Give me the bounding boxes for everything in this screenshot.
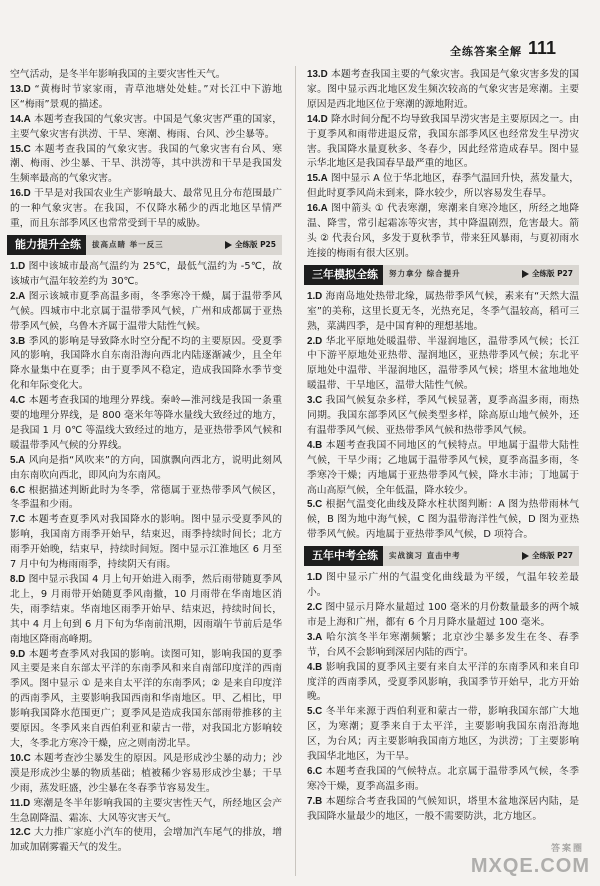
section-reference: 全练版 P25 xyxy=(225,238,282,253)
answer-text: 冬半年来源于西伯利亚和蒙古一带，影响我国东部广大地区，为寒潮；夏季来自于太平洋，主要影响我国东南沿海地区，为台风；丙主要影响我国南方地区，为洪涝；丁主要影响我国华北地区，为干旱。 xyxy=(307,706,579,763)
answer-item xyxy=(307,290,579,335)
section-reference: 全练版 P27 xyxy=(522,267,579,282)
answer-item xyxy=(10,797,282,827)
answer-text: 本题综合考查我国的气候知识，塔里木盆地深居内陆，是我国降水量最少的地区，一般不需要防洪，北方地区。 xyxy=(307,795,579,822)
answer-item xyxy=(10,143,282,188)
answer-text: 根据气温变化曲线及降水柱状图判断：A 图为热带雨林气候，B 图为地中海气候，C 图为温带海洋性气候，D 图为亚热带季风气候。丙地属于亚热带季风气候，D 项符合。 xyxy=(307,499,579,541)
answer-item xyxy=(307,439,579,499)
answer-item xyxy=(10,68,282,83)
answer-text: 图中显示广州的气温变化曲线最为平缓，气温年较差最小。 xyxy=(307,572,579,599)
answer-text: 本题考查我国的气象灾害。中国是气象灾害严重的国家，主要气象灾害有洪涝、干旱、寒潮、梅雨、台风、沙尘暴等。 xyxy=(10,113,282,140)
answer-number: 13.D xyxy=(307,69,328,80)
answer-number: 3.C xyxy=(307,395,323,407)
answer-item xyxy=(307,172,579,202)
answer-text: 影响我国的夏季风主要有来自太平洋的东南季风和来自印度洋的西南季风，受夏季风影响，我国季节开始早，北方开始晚。 xyxy=(307,661,579,703)
site-watermark xyxy=(470,840,592,880)
answer-number: 1.D xyxy=(307,572,323,584)
answer-text: 本题考查我国的气候特点。北京属于温带季风气候，冬季寒冷干燥，夏季高温多雨。 xyxy=(307,765,579,792)
answer-text: 寒潮是冬半年影响我国的主要灾害性天气，所经地区会产生急剧降温、霜冻、大风等灾害天气。 xyxy=(10,797,283,824)
answer-text: 季风的影响是导致降水时空分配不均的主要原因。受夏季风的影响，我国降水自东南沿海向西北内陆逐渐减少，且全年降水量集中在夏季；由于夏季风不稳定，造成我国降水季节变化和年际变化大。 xyxy=(10,335,282,392)
answer-number: 4.B xyxy=(307,439,323,451)
answer-number: 6.C xyxy=(307,765,323,777)
answer-item xyxy=(307,113,579,173)
answer-item xyxy=(10,484,282,514)
answer-text: 海南岛地处热带北缘，属热带季风气候，素来有“天然大温室”的美称，这里长夏无冬，光热充足，冬季气温较高，稻可三熟，菜满四季，是中国育种的理想基地。 xyxy=(307,290,579,332)
arrow-icon xyxy=(225,241,232,249)
answer-number: 4.C xyxy=(10,395,26,407)
answer-text: 图中显示我国 4 月上旬开始进入雨季，然后雨带随夏季风北上，9 月雨带开始随夏季风南撤，10 月雨带在华南地区消失，雨季结束。华南地区雨季开始早、结束迟，持续时间长，其中 4 月上旬到 6 月下旬为华南前汛期，因雨端午节前后是华南地区降雨高峰期。 xyxy=(10,574,282,645)
answer-item xyxy=(307,498,579,543)
answer-item xyxy=(307,795,579,825)
answer-number: 3.B xyxy=(10,335,26,347)
answer-item xyxy=(10,648,282,752)
answer-item xyxy=(307,631,579,661)
answer-text: 图中显示 A 位于华北地区，春季气温回升快，蒸发量大，但此时夏季风尚未到来，降水较少，所以容易发生春旱。 xyxy=(307,173,579,200)
watermark-small: 答案圈 xyxy=(550,844,584,854)
right-answers-bottom xyxy=(307,571,579,824)
answer-item xyxy=(10,83,282,113)
answer-number: 11.D xyxy=(10,797,31,809)
section-header-five-year xyxy=(307,546,579,566)
answer-text: 风向是指“风吹来”的方向，国旗飘向西北方，说明此刻风由东南吹向西北，即风向为东南风。 xyxy=(10,454,282,481)
answer-item xyxy=(307,765,579,795)
answer-item xyxy=(307,601,579,631)
section-subtitle: 拔高点睛 举一反三 xyxy=(92,239,164,249)
answer-number: 8.D xyxy=(10,574,26,585)
watermark-text: MXQE.COM xyxy=(470,855,590,877)
answer-text: 本题考查季风对我国的影响。读图可知，影响我国的夏季风主要是来自东部太平洋的东南季风和来自南部印度洋的西南季风。图中显示 ① 是来自太平洋的东南季风；② 是来自印度洋的西南季风，主要影响我国西南和华南地区。甲、乙相比，甲影响我国降水范围更广；夏季风是造成我国东部雨带推移的主要原因。冬季风来自西伯利亚和蒙古一带，对我国北方影响较大，冬季北方寒冷干燥，应之则南涝北旱。 xyxy=(10,648,282,749)
answer-number: 1.D xyxy=(10,260,26,272)
answer-text: 图中该城市最高气温约为 25℃，最低气温约为 -5℃，故该城市气温年较差约为 30℃。 xyxy=(10,260,283,287)
answer-text: 图中显示月降水量超过 100 毫米的月份数量最多的两个城市是上海和广州，都有 6 个月月降水量超过 100 毫米。 xyxy=(307,602,579,628)
answer-number: 2.A xyxy=(10,290,26,302)
right-answers-middle xyxy=(307,290,579,543)
answer-number: 14.A xyxy=(10,113,31,125)
answer-item xyxy=(10,573,282,648)
answer-text: 本题考查我国不同地区的气候特点。甲地属于温带大陆性气候，干旱少雨；乙地属于温带季风气候，夏季高温多雨，冬季寒冷干燥；丙地属于亚热带季风气候，降水丰沛；丁地属于高山高原气候，全年低温，降水较少。 xyxy=(307,439,579,496)
answer-text: 空气活动，是冬半年影响我国的主要灾害性天气。 xyxy=(10,69,226,80)
answer-number: 15.C xyxy=(10,143,31,155)
answer-number: 16.A xyxy=(307,203,328,215)
answer-number: 7.C xyxy=(10,514,26,526)
answer-number: 3.A xyxy=(307,631,323,643)
section-header-ability xyxy=(10,235,282,255)
answer-number: 12.C xyxy=(10,827,31,839)
answer-text: 本题考查我国主要的气象灾害。我国是气象灾害多发的国家。图中显示西北地区发生频次较高的气象灾害是寒潮。主要原因是西北地区位于寒潮的源地附近。 xyxy=(307,69,579,110)
answer-item xyxy=(307,705,579,765)
answer-text: 本题考查沙尘暴发生的原因。风是形成沙尘暴的动力；沙漠是形成沙尘暴的物质基础；植被稀少容易形成沙尘暴；干旱少雨，蒸发旺盛，沙尘暴在冬春季节容易发生。 xyxy=(10,752,282,794)
left-answers-bottom xyxy=(10,260,282,856)
left-answers-top xyxy=(10,68,282,232)
answer-text: 干旱是对我国农业生产影响最大、最常见且分布范围最广的一种气象灾害。在我国，不仅降水稀少的西北地区旱情严重，而且东部季风区也常常受到干旱的威胁。 xyxy=(10,188,282,230)
answer-text: 图示该城市夏季高温多雨，冬季寒冷干燥，属于温带季风气候。四城市中北京属于温带季风气候，广州和成都属于亚热带季风气候，乌鲁木齐属于温带大陆性气候。 xyxy=(10,290,282,332)
page-header xyxy=(0,0,600,66)
answer-text: 华北平原地处暖温带、半湿润地区，温带季风气候；长江中下游平原地处亚热带、湿润地区，亚热带季风气候；东北平原地处中温带、半湿润地区，温带季风气候；塔里木盆地地处暖温带、干旱地区，温带大陆性气候。 xyxy=(307,335,579,392)
answer-item xyxy=(10,826,282,856)
section-reference: 全练版 P27 xyxy=(522,549,579,564)
answer-number: 4.B xyxy=(307,661,323,673)
answer-text: 我国气候复杂多样，季风气候显著，夏季高温多雨，雨热同期。我国东部季风区气候类型多样，除高原山地气候外，还有温带季风气候、亚热带季风气候和热带季风气候。 xyxy=(307,395,579,436)
answer-number: 5.C xyxy=(307,499,323,511)
answer-item xyxy=(307,571,579,601)
answer-item xyxy=(10,394,282,454)
answer-number: 16.D xyxy=(10,188,31,200)
answer-number: 2.D xyxy=(307,335,323,347)
answer-text: 本题考查我国的地理分界线。秦岭—淮河线是我国一条重要的地理分界线，是 800 毫米年等降水量线大致经过的地方，是我国 1 月 0℃ 等温线大致经过的地方，是亚热带季风气候和暖温带季风气候的分界线。 xyxy=(10,395,282,451)
arrow-icon xyxy=(522,270,529,278)
answer-number: 1.D xyxy=(307,290,323,302)
answer-number: 7.B xyxy=(307,795,323,807)
answer-item xyxy=(10,752,282,797)
answer-text: 本题考查我国的气象灾害。我国的气象灾害有台风、寒潮、梅雨、沙尘暴、干旱、洪涝等，其中洪涝和干旱是我国发生频率最高的气象灾害。 xyxy=(10,143,283,185)
answer-item xyxy=(307,335,579,395)
answer-item xyxy=(307,68,579,113)
answer-item xyxy=(307,394,579,439)
answer-item xyxy=(307,202,579,262)
answer-number: 14.D xyxy=(307,113,328,125)
header-title: 全练答案全解 xyxy=(450,45,522,58)
answer-item xyxy=(10,513,282,573)
answer-number: 9.D xyxy=(10,648,26,660)
section-tag: 能力提升全练 xyxy=(10,235,86,255)
answer-number: 10.C xyxy=(10,752,31,764)
answer-item xyxy=(10,113,282,143)
answer-text: 图中箭头 ① 代表寒潮，寒潮来自寒冷地区，所经之地降温、降雪，常引起霜冻等灾害，其中降温剧烈，危害最大。箭头 ② 代表台风，多发于夏秋季节，带来狂风暴雨，与夏初雨水连接的梅雨有很大区别。 xyxy=(307,203,579,259)
answer-text: 根据描述判断此时为冬季，常德属于亚热带季风气候区，冬季温和少雨。 xyxy=(10,484,282,511)
answer-item xyxy=(10,335,282,395)
answer-number: 5.C xyxy=(307,706,323,718)
answer-item xyxy=(10,187,282,232)
answer-number: 6.C xyxy=(10,484,26,496)
answer-item xyxy=(10,454,282,484)
arrow-icon xyxy=(522,552,529,560)
section-subtitle: 实战演习 直击中考 xyxy=(389,550,461,560)
right-column xyxy=(307,68,579,825)
answer-number: 5.A xyxy=(10,454,26,466)
section-header-three-year xyxy=(307,265,579,285)
answer-item xyxy=(10,260,282,290)
answer-text: 哈尔滨冬半年寒潮频繁；北京沙尘暴多发生在冬、春季节，台风不会影响到深居内陆的西宁。 xyxy=(307,631,579,658)
answer-number: 2.C xyxy=(307,602,323,613)
answer-text: 本题考查夏季风对我国降水的影响。图中显示受夏季风的影响，我国南方雨季开始早，结束迟，雨季持续时间长；北方雨季开始晚，结束早，持续时间短。图中显示江淮地区 6 月至 7 月中旬为梅雨雨季，持续阴天有雨。 xyxy=(10,514,282,571)
section-tag: 五年中考全练 xyxy=(307,546,383,566)
answer-item xyxy=(307,661,579,706)
answer-text: “黄梅时节家家雨，青草池塘处处蛙。”对长江中下游地区“梅雨”景观的描述。 xyxy=(10,83,282,110)
answer-text: 降水时间分配不均导致我国旱涝灾害是主要原因之一。由于夏季风和雨带进退反常，我国东部季风区也经常发生早涝灾害。我国降水量夏秋多、冬春少，因此经常造成春旱。图中显示华北地区是我国春旱最严重的地区。 xyxy=(307,113,579,170)
section-tag: 三年模拟全练 xyxy=(307,265,383,285)
answer-item xyxy=(10,290,282,335)
section-subtitle: 努力拿分 综合提升 xyxy=(389,269,461,279)
page-number: 111 xyxy=(527,38,556,58)
answer-number: 13.D xyxy=(10,83,31,95)
answer-number: 15.A xyxy=(307,173,328,185)
answer-text: 大力推广家庭小汽车的使用，会增加汽车尾气的排放，增加或加剧雾霾天气的发生。 xyxy=(10,827,282,854)
right-answers-top xyxy=(307,68,579,262)
left-column xyxy=(10,68,282,856)
column-divider xyxy=(295,66,296,876)
